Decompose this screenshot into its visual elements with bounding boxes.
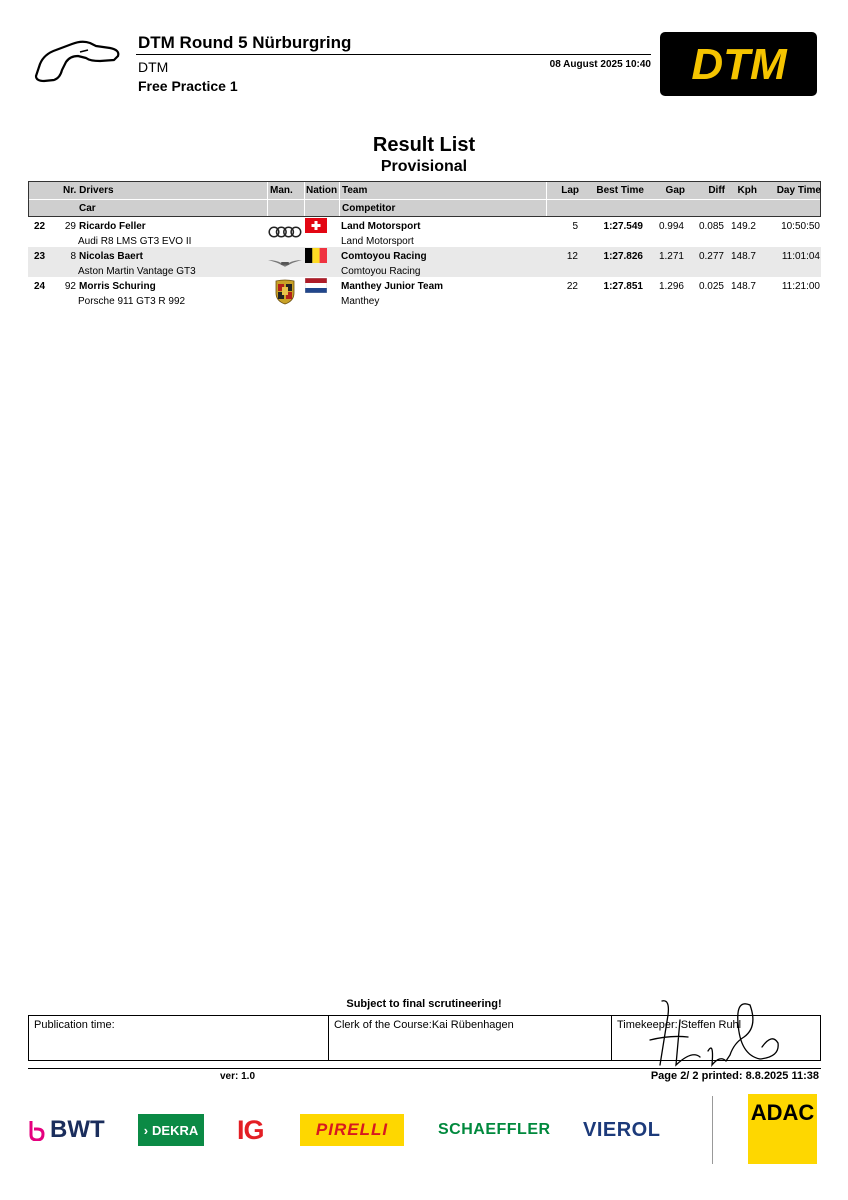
clerk-of-course: Clerk of the Course:Kai Rübenhagen <box>329 1016 612 1060</box>
best-time: 1:27.549 <box>603 221 643 232</box>
col-team: Team <box>342 185 368 196</box>
gap: 1.271 <box>658 251 684 262</box>
version-label: ver: 1.0 <box>220 1071 256 1082</box>
kph: 148.7 <box>730 281 756 292</box>
schaeffler-logo: SCHAEFFLER <box>438 1121 551 1138</box>
col-kph: Kph <box>737 185 757 196</box>
lap: 12 <box>566 251 578 262</box>
diff: 0.277 <box>698 251 724 262</box>
dekra-logo: › DEKRA <box>138 1114 204 1146</box>
vierol-logo: VIEROL <box>583 1118 661 1141</box>
series-name: DTM <box>138 59 169 75</box>
col-manufacturer: Man. <box>270 185 293 196</box>
col-car: Car <box>79 203 96 214</box>
car-model: Audi R8 LMS GT3 EVO II <box>78 236 192 247</box>
lap: 22 <box>566 281 578 292</box>
results-table <box>28 181 821 307</box>
position: 24 <box>34 281 46 292</box>
footer-rule <box>28 1068 821 1069</box>
driver-name: Morris Schuring <box>79 281 156 292</box>
scrutineering-note: Subject to final scrutineering! <box>346 998 502 1010</box>
competitor-name: Comtoyou Racing <box>341 266 421 277</box>
driver-name: Nicolas Baert <box>79 251 143 262</box>
aston-martin-logo <box>268 250 302 274</box>
day-time: 10:50:50 <box>781 221 820 232</box>
competitor-name: Land Motorsport <box>341 236 414 247</box>
track-map-logo <box>30 34 130 88</box>
car-number: 92 <box>64 281 76 292</box>
day-time: 11:21:00 <box>781 281 820 292</box>
sponsor-divider <box>712 1096 713 1164</box>
driver-name: Ricardo Feller <box>79 221 146 232</box>
publication-time: Publication time: <box>29 1016 329 1060</box>
event-title: DTM Round 5 Nürburgring <box>138 33 352 52</box>
document-subtitle: Provisional <box>380 158 468 175</box>
diff: 0.085 <box>698 221 724 232</box>
ig-logo: IG <box>237 1114 264 1145</box>
team-name: Land Motorsport <box>341 221 421 232</box>
table-header <box>28 181 821 217</box>
col-competitor: Competitor <box>342 203 396 214</box>
col-nr-drivers: Nr. Drivers <box>63 185 114 196</box>
kph: 149.2 <box>730 221 756 232</box>
col-lap: Lap <box>561 185 579 196</box>
col-best-time: Best Time <box>596 185 644 196</box>
dtm-logo <box>660 32 817 96</box>
car-number: 29 <box>64 221 76 232</box>
diff: 0.025 <box>698 281 724 292</box>
position: 22 <box>34 221 46 232</box>
report-date: 08 August 2025 10:40 <box>549 59 651 70</box>
table-row <box>28 277 821 307</box>
netherlands-flag <box>305 278 327 293</box>
timekeeper: Timekeeper: Steffen Ruhl <box>617 1019 742 1031</box>
kph: 148.7 <box>730 251 756 262</box>
team-name: Comtoyou Racing <box>341 251 427 262</box>
competitor-name: Manthey <box>341 296 380 307</box>
col-diff: Diff <box>708 185 725 196</box>
best-time: 1:27.851 <box>603 281 643 292</box>
belgium-flag <box>305 248 327 263</box>
dekra-arrow-icon: › <box>143 1122 149 1138</box>
gap: 0.994 <box>658 221 684 232</box>
document-title: Result List <box>372 134 476 156</box>
switzerland-flag <box>305 218 327 233</box>
best-time: 1:27.826 <box>603 251 643 262</box>
car-number: 8 <box>70 251 76 262</box>
table-row <box>28 247 821 277</box>
adac-logo: ADAC <box>748 1094 817 1164</box>
page-info: Page 2/ 2 printed: 8.8.2025 11:38 <box>650 1070 819 1082</box>
col-gap: Gap <box>665 185 685 196</box>
dtm-logo-text: DTM <box>690 41 787 87</box>
lap: 5 <box>572 221 578 232</box>
audi-logo <box>268 220 302 244</box>
position: 23 <box>34 251 46 262</box>
bwt-drop-icon <box>28 1119 46 1141</box>
header-rule <box>136 54 651 55</box>
session-name: Free Practice 1 <box>138 78 238 94</box>
car-model: Porsche 911 GT3 R 992 <box>78 296 186 307</box>
day-time: 11:01:04 <box>781 251 820 262</box>
team-name: Manthey Junior Team <box>341 281 444 292</box>
bwt-logo: BWT <box>28 1110 105 1150</box>
car-model: Aston Martin Vantage GT3 <box>78 266 196 277</box>
table-row <box>28 217 821 247</box>
pirelli-logo: PIRELLI <box>300 1114 404 1146</box>
porsche-logo <box>268 280 302 304</box>
gap: 1.296 <box>658 281 684 292</box>
col-nation: Nation <box>306 185 338 196</box>
signature-box <box>28 1015 821 1061</box>
col-day-time: Day Time <box>776 185 821 196</box>
